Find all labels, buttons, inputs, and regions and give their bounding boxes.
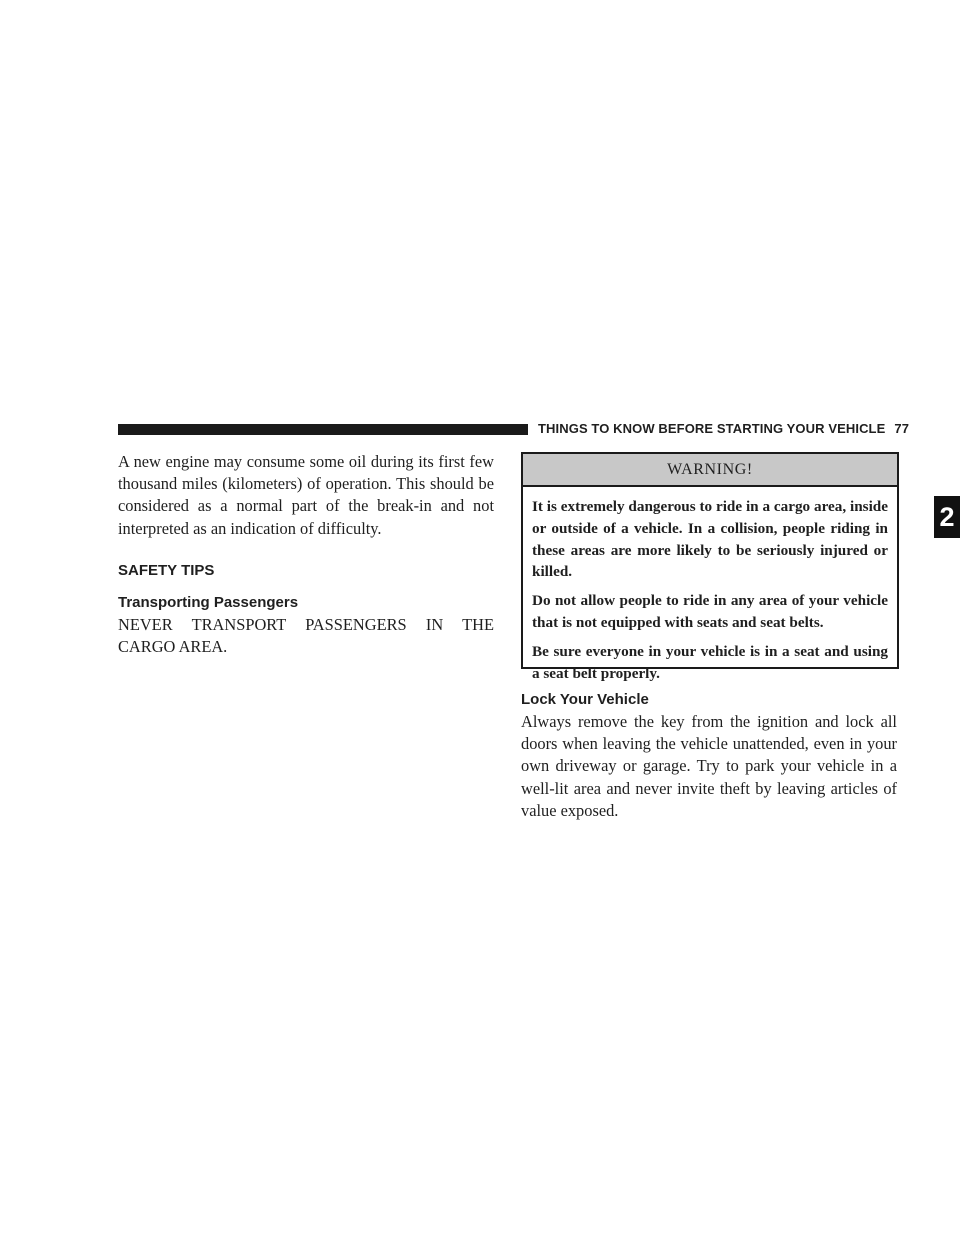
subheading-lock-your-vehicle: Lock Your Vehicle bbox=[521, 691, 649, 708]
warning-title: WARNING! bbox=[523, 454, 897, 487]
right-column bbox=[521, 691, 897, 822]
warning-box bbox=[521, 452, 899, 682]
warning-paragraph: Be sure everyone in your vehicle is in a seat and using a seat belt properly. bbox=[532, 642, 888, 682]
warning-paragraph: Do not allow people to ride in any area of your vehicle that is not equipped with seats and seat belts. bbox=[532, 592, 888, 631]
running-header bbox=[538, 421, 909, 436]
header-rule bbox=[118, 424, 528, 435]
warning-body bbox=[523, 487, 897, 684]
cargo-area-paragraph: NEVER TRANSPORT PASSENGERS IN THE CARGO AREA. bbox=[118, 614, 494, 657]
section-heading: SAFETY TIPS bbox=[118, 561, 215, 579]
page-number: 77 bbox=[894, 421, 910, 436]
intro-paragraph: A new engine may consume some oil during its first few thousand miles (kilometers) of operation. This should be considered as a normal part of the break-in and not interpreted as an indication of difficulty. bbox=[118, 452, 494, 538]
subheading-transporting-passengers: Transporting Passengers bbox=[118, 593, 299, 611]
lock-vehicle-paragraph: Always remove the key from the ignition and lock all doors when leaving the vehicle unattended, even in your own driveway or garage. Try to park your vehicle in a well-lit area and never invite theft by leaving articles of value exposed. bbox=[521, 712, 897, 820]
left-column bbox=[118, 451, 494, 658]
chapter-tab: 2 bbox=[934, 496, 960, 538]
warning-paragraph: It is extremely dangerous to ride in a cargo area, inside or outside of a vehicle. In a collision, people riding in these areas are more likely to be seriously injured or killed. bbox=[532, 498, 888, 581]
header-title: THINGS TO KNOW BEFORE STARTING YOUR VEHICLE bbox=[538, 421, 886, 436]
